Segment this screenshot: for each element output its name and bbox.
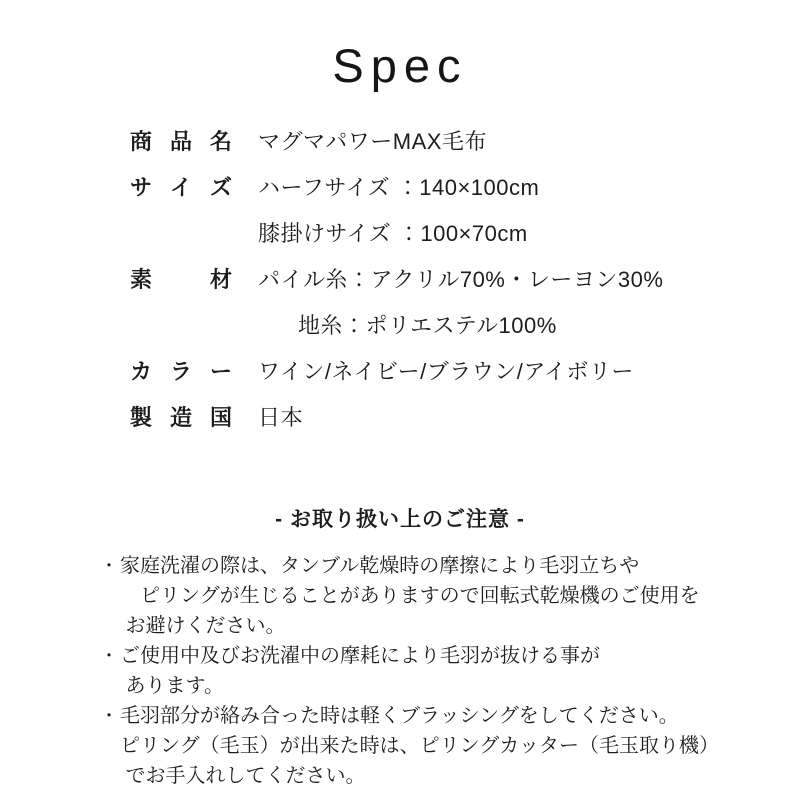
spec-row-color: [130, 349, 663, 395]
spec-value: ワイン/ネイビー/ブラウン/アイボリー: [258, 359, 634, 384]
spec-row-product-name: [130, 119, 663, 165]
bullet-marker: ・: [100, 706, 118, 726]
care-notes-heading: - お取り扱い上のご注意 -: [275, 508, 525, 531]
page-title: Spec: [332, 39, 468, 92]
spec-row-size-2: [130, 211, 663, 257]
spec-value: パイル糸：アクリル70%・レーヨン30%: [258, 267, 664, 292]
spec-label: 商 品 名: [130, 129, 232, 154]
note-line: ピリングが生じることがありますので回転式乾燥機のご使用を: [120, 585, 700, 607]
spec-value: 地糸：ポリエステル100%: [298, 313, 557, 338]
bullet-marker: ・: [100, 646, 118, 666]
spec-value: マグマパワーMAX毛布: [258, 129, 487, 154]
note-line: お避けください。: [120, 615, 286, 637]
spec-label: サ イ ズ: [130, 175, 232, 200]
note-item: [100, 701, 740, 791]
spec-value: 膝掛けサイズ ：100×70cm: [258, 221, 528, 246]
note-text: [120, 701, 740, 791]
spec-row-material-2: [130, 303, 663, 349]
note-line: ピリング（毛玉）が出来た時は、ピリングカッター（毛玉取り機）: [120, 735, 719, 757]
note-line: 家庭洗濯の際は、タンブル乾燥時の摩擦により毛羽立ちや: [120, 555, 640, 577]
note-text: [120, 641, 740, 701]
note-item: [100, 551, 740, 641]
note-line: ご使用中及びお洗濯中の摩耗により毛羽が抜ける事が: [120, 645, 600, 667]
spec-row-country: [130, 395, 663, 441]
spec-row-size: [130, 165, 663, 211]
spec-value: ハーフサイズ ：140×100cm: [258, 175, 540, 200]
spec-row-material: [130, 257, 663, 303]
spec-table: [130, 119, 663, 441]
note-line: でお手入れしてください。: [120, 765, 366, 787]
note-line: あります。: [120, 675, 224, 697]
spec-label: カ ラ ー: [130, 359, 232, 384]
care-notes-list: [100, 551, 740, 791]
note-item: [100, 641, 740, 701]
spec-value: 日本: [258, 405, 304, 430]
spec-label: 素 材: [130, 267, 232, 292]
note-line: 毛羽部分が絡み合った時は軽くブラッシングをしてください。: [120, 705, 679, 727]
bullet-marker: ・: [100, 556, 118, 576]
spec-label: 製 造 国: [130, 405, 232, 430]
note-text: [120, 551, 740, 641]
